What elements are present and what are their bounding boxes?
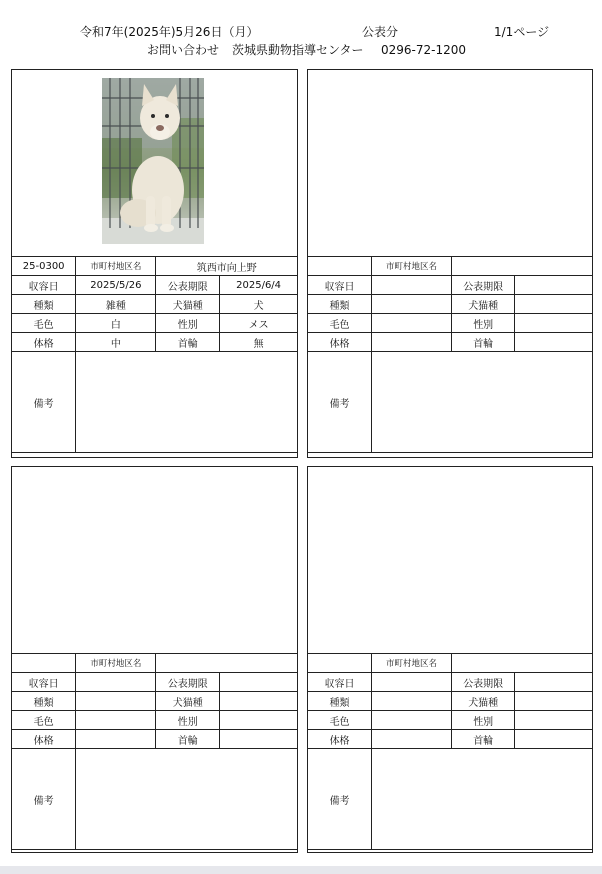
- remarks-value: [372, 749, 593, 850]
- label-kind: 種類: [308, 295, 372, 314]
- build-value: [76, 730, 156, 749]
- label-intake-date: 収容日: [308, 276, 372, 295]
- sex-value: [220, 711, 298, 730]
- label-remarks: 備考: [308, 749, 372, 850]
- animal-id: [12, 654, 76, 673]
- municipality-value: [156, 654, 298, 673]
- kind-value: [372, 692, 452, 711]
- publish-deadline-value: 2025/6/4: [220, 276, 298, 295]
- label-collar: 首輪: [156, 730, 220, 749]
- label-collar: 首輪: [451, 730, 515, 749]
- header-contact-org: 茨城県動物指導センター: [232, 43, 364, 57]
- remarks-value: [76, 749, 298, 850]
- color-value: [372, 711, 452, 730]
- label-build: 体格: [308, 730, 372, 749]
- label-remarks: 備考: [12, 749, 76, 850]
- build-value: [372, 730, 452, 749]
- header-publication: 公表分: [362, 25, 399, 39]
- animal-info-table: [307, 653, 593, 850]
- header-contact-phone: 0296-72-1200: [381, 43, 467, 57]
- build-value: 中: [76, 333, 156, 352]
- label-municipality: 市町村地区名: [372, 257, 452, 276]
- sex-value: メス: [220, 314, 298, 333]
- label-build: 体格: [12, 730, 76, 749]
- remarks-value: [372, 352, 593, 453]
- label-sex: 性別: [156, 711, 220, 730]
- animal-card-1: [11, 69, 298, 458]
- animal-photo-area: [308, 467, 592, 653]
- collar-value: [220, 730, 298, 749]
- label-publish-deadline: 公表期限: [451, 276, 515, 295]
- animal-photo-area: [308, 70, 592, 256]
- collar-value: [515, 333, 593, 352]
- kind-value: [76, 692, 156, 711]
- label-build: 体格: [12, 333, 76, 352]
- label-kind: 種類: [308, 692, 372, 711]
- animal-photo-area: [12, 467, 297, 653]
- label-collar: 首輪: [156, 333, 220, 352]
- animal-info-table: [11, 256, 298, 453]
- collar-value: [515, 730, 593, 749]
- animal-photo-area: [12, 70, 297, 256]
- animal-id: [308, 257, 372, 276]
- dog-cat-value: [515, 692, 593, 711]
- animal-id: [308, 654, 372, 673]
- color-value: [372, 314, 452, 333]
- label-intake-date: 収容日: [308, 673, 372, 692]
- label-remarks: 備考: [308, 352, 372, 453]
- municipality-value: 筑西市向上野: [156, 257, 298, 276]
- collar-value: 無: [220, 333, 298, 352]
- dog-cat-value: [220, 692, 298, 711]
- label-kind: 種類: [12, 295, 76, 314]
- build-value: [372, 333, 452, 352]
- animal-info-table: [307, 256, 593, 453]
- label-build: 体格: [308, 333, 372, 352]
- sex-value: [515, 314, 593, 333]
- label-municipality: 市町村地区名: [76, 257, 156, 276]
- publish-deadline-value: [220, 673, 298, 692]
- animal-info-table: [11, 653, 298, 850]
- animal-card-3: [11, 466, 298, 853]
- label-collar: 首輪: [451, 333, 515, 352]
- color-value: 白: [76, 314, 156, 333]
- label-dog-cat: 犬猫種: [156, 295, 220, 314]
- label-intake-date: 収容日: [12, 673, 76, 692]
- municipality-value: [451, 257, 592, 276]
- remarks-value: [76, 352, 298, 453]
- label-color: 毛色: [12, 314, 76, 333]
- publish-deadline-value: [515, 276, 593, 295]
- header-date: 令和7年(2025年)5月26日（月）: [80, 25, 259, 39]
- dog-photo: [102, 78, 204, 244]
- animal-card-4: [307, 466, 593, 853]
- header-contact-label: お問い合わせ: [147, 43, 220, 57]
- header-page: 1/1ページ: [494, 25, 550, 39]
- label-dog-cat: 犬猫種: [451, 295, 515, 314]
- intake-date-value: [76, 673, 156, 692]
- intake-date-value: [372, 673, 452, 692]
- label-sex: 性別: [451, 711, 515, 730]
- label-intake-date: 収容日: [12, 276, 76, 295]
- color-value: [76, 711, 156, 730]
- bottom-scroll-strip: [0, 866, 602, 874]
- label-publish-deadline: 公表期限: [451, 673, 515, 692]
- label-sex: 性別: [156, 314, 220, 333]
- label-dog-cat: 犬猫種: [156, 692, 220, 711]
- label-municipality: 市町村地区名: [372, 654, 452, 673]
- label-dog-cat: 犬猫種: [451, 692, 515, 711]
- label-publish-deadline: 公表期限: [156, 276, 220, 295]
- animal-id: 25-0300: [12, 257, 76, 276]
- label-remarks: 備考: [12, 352, 76, 453]
- animal-card-2: [307, 69, 593, 458]
- kind-value: [372, 295, 452, 314]
- municipality-value: [451, 654, 592, 673]
- dog-cat-value: 犬: [220, 295, 298, 314]
- sex-value: [515, 711, 593, 730]
- label-color: 毛色: [12, 711, 76, 730]
- label-color: 毛色: [308, 711, 372, 730]
- publish-deadline-value: [515, 673, 593, 692]
- intake-date-value: 2025/5/26: [76, 276, 156, 295]
- label-municipality: 市町村地区名: [76, 654, 156, 673]
- kind-value: 雑種: [76, 295, 156, 314]
- label-publish-deadline: 公表期限: [156, 673, 220, 692]
- label-color: 毛色: [308, 314, 372, 333]
- label-kind: 種類: [12, 692, 76, 711]
- label-sex: 性別: [451, 314, 515, 333]
- dog-cat-value: [515, 295, 593, 314]
- intake-date-value: [372, 276, 452, 295]
